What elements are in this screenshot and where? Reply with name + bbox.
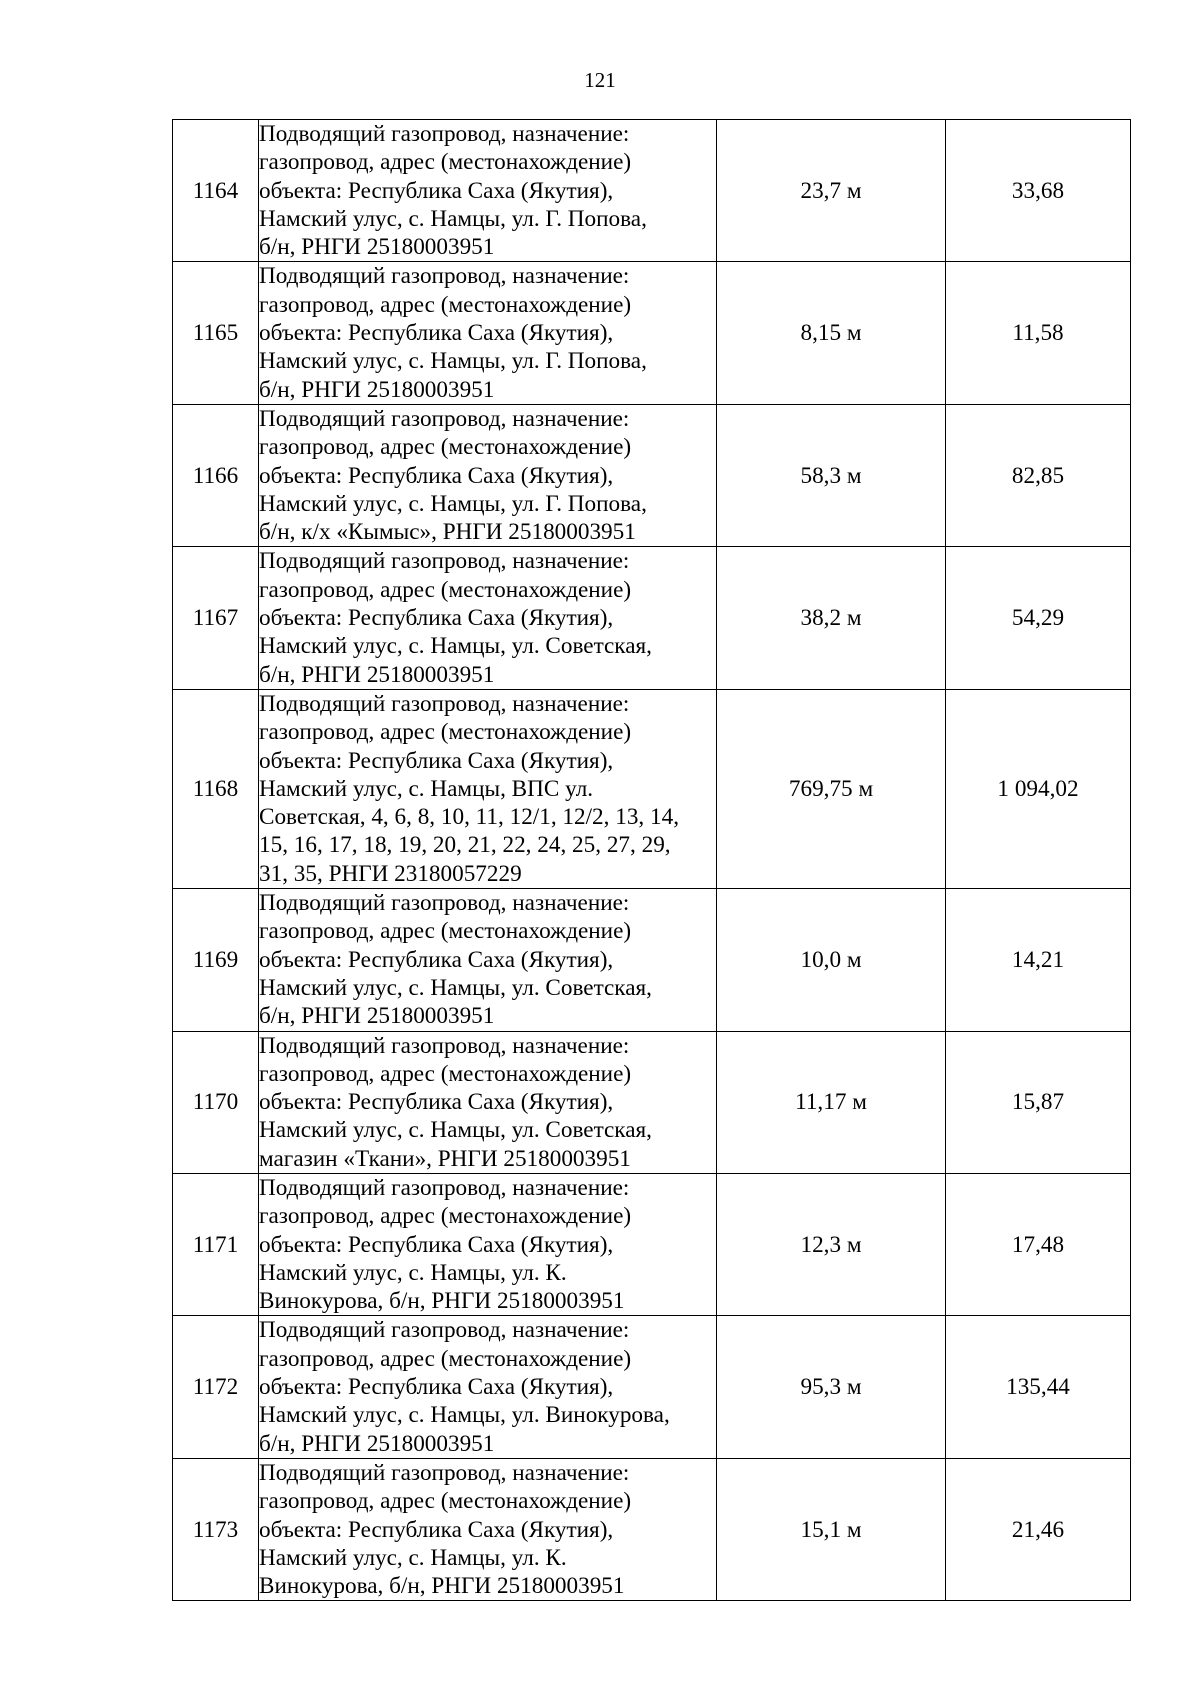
- value-cell: 21,46: [946, 1458, 1131, 1600]
- description-line: Подводящий газопровод, назначение:: [259, 548, 630, 575]
- table-row: [173, 262, 1131, 404]
- description-line: объекта: Республика Саха (Якутия),: [259, 1089, 614, 1116]
- description-line: Подводящий газопровод, назначение:: [259, 405, 630, 432]
- page-number: 121: [584, 68, 616, 92]
- description-line: Намский улус, с. Намцы, ул. К.: [259, 1259, 567, 1286]
- description-line: Намский улус, с. Намцы, ул. Г. Попова,: [259, 348, 647, 375]
- value-cell: 33,68: [946, 120, 1131, 262]
- value-cell: 1 094,02: [946, 689, 1131, 888]
- description-line: объекта: Республика Саха (Якутия),: [259, 1516, 614, 1543]
- description-line: б/н, к/х «Кымыс», РНГИ 25180003951: [259, 519, 636, 546]
- registry-table: [172, 119, 1131, 1601]
- description-line: газопровод, адрес (местонахождение): [259, 149, 632, 176]
- description-line: объекта: Республика Саха (Якутия),: [259, 605, 614, 632]
- description-line: газопровод, адрес (местонахождение): [259, 1488, 632, 1515]
- description-line: б/н, РНГИ 25180003951: [259, 376, 495, 403]
- object-description-cell: [259, 262, 717, 404]
- table-row: [173, 1031, 1131, 1173]
- description-line: газопровод, адрес (местонахождение): [259, 291, 632, 318]
- object-description-cell: [259, 689, 717, 888]
- description-line: Подводящий газопровод, назначение:: [259, 121, 630, 147]
- length-cell: 11,17 м: [717, 1031, 946, 1173]
- description-line: газопровод, адрес (местонахождение): [259, 434, 632, 461]
- table-row: [173, 889, 1131, 1031]
- description-line: газопровод, адрес (местонахождение): [259, 918, 632, 945]
- description-line: Намский улус, с. Намцы, ул. Советская,: [259, 1117, 652, 1144]
- row-number-cell: 1169: [173, 889, 259, 1031]
- row-number-cell: 1164: [173, 120, 259, 262]
- object-description-cell: [259, 547, 717, 689]
- object-description-cell: [259, 120, 717, 262]
- value-cell: 135,44: [946, 1316, 1131, 1458]
- description-line: объекта: Республика Саха (Якутия),: [259, 177, 614, 204]
- description-line: объекта: Республика Саха (Якутия),: [259, 320, 614, 347]
- row-number-cell: 1170: [173, 1031, 259, 1173]
- description-line: газопровод, адрес (местонахождение): [259, 719, 632, 746]
- description-line: 15, 16, 17, 18, 19, 20, 21, 22, 24, 25, 27, 29,: [259, 832, 671, 859]
- description-line: объекта: Республика Саха (Якутия),: [259, 747, 614, 774]
- description-line: газопровод, адрес (местонахождение): [259, 576, 632, 603]
- table-row: [173, 120, 1131, 262]
- object-description-cell: [259, 1458, 717, 1600]
- row-number-cell: 1165: [173, 262, 259, 404]
- length-cell: 15,1 м: [717, 1458, 946, 1600]
- description-line: Намский улус, с. Намцы, ул. Советская,: [259, 633, 652, 660]
- length-cell: 58,3 м: [717, 404, 946, 546]
- description-line: б/н, РНГИ 25180003951: [259, 1003, 495, 1030]
- description-line: Подводящий газопровод, назначение:: [259, 263, 630, 290]
- description-line: 31, 35, РНГИ 23180057229: [259, 860, 522, 887]
- description-line: объекта: Республика Саха (Якутия),: [259, 1374, 614, 1401]
- row-number-cell: 1171: [173, 1173, 259, 1315]
- length-cell: 10,0 м: [717, 889, 946, 1031]
- description-line: объекта: Республика Саха (Якутия),: [259, 946, 614, 973]
- value-cell: 11,58: [946, 262, 1131, 404]
- row-number-cell: 1166: [173, 404, 259, 546]
- description-line: б/н, РНГИ 25180003951: [259, 234, 495, 261]
- description-line: газопровод, адрес (местонахождение): [259, 1203, 632, 1230]
- registry-table-body: [173, 120, 1131, 1601]
- length-cell: 23,7 м: [717, 120, 946, 262]
- description-line: Намский улус, с. Намцы, ул. Г. Попова,: [259, 490, 647, 517]
- length-cell: 769,75 м: [717, 689, 946, 888]
- row-number-cell: 1173: [173, 1458, 259, 1600]
- description-line: Подводящий газопровод, назначение:: [259, 1032, 630, 1059]
- value-cell: 17,48: [946, 1173, 1131, 1315]
- description-line: Намский улус, с. Намцы, ВПС ул.: [259, 775, 594, 802]
- table-row: [173, 689, 1131, 888]
- object-description-cell: [259, 1173, 717, 1315]
- table-row: [173, 1173, 1131, 1315]
- object-description-cell: [259, 889, 717, 1031]
- table-row: [173, 1316, 1131, 1458]
- description-line: Подводящий газопровод, назначение:: [259, 890, 630, 917]
- value-cell: 15,87: [946, 1031, 1131, 1173]
- description-line: газопровод, адрес (местонахождение): [259, 1345, 632, 1372]
- description-line: Подводящий газопровод, назначение:: [259, 1317, 630, 1344]
- description-line: Намский улус, с. Намцы, ул. Г. Попова,: [259, 205, 647, 232]
- value-cell: 82,85: [946, 404, 1131, 546]
- description-line: б/н, РНГИ 25180003951: [259, 661, 495, 688]
- row-number-cell: 1172: [173, 1316, 259, 1458]
- description-line: Подводящий газопровод, назначение:: [259, 690, 630, 717]
- row-number-cell: 1167: [173, 547, 259, 689]
- description-line: объекта: Республика Саха (Якутия),: [259, 1231, 614, 1258]
- description-line: Намский улус, с. Намцы, ул. К.: [259, 1544, 567, 1571]
- description-line: Подводящий газопровод, назначение:: [259, 1459, 630, 1486]
- object-description-cell: [259, 1316, 717, 1458]
- length-cell: 12,3 м: [717, 1173, 946, 1315]
- value-cell: 54,29: [946, 547, 1131, 689]
- description-line: Намский улус, с. Намцы, ул. Винокурова,: [259, 1402, 670, 1429]
- description-line: магазин «Ткани», РНГИ 25180003951: [259, 1145, 631, 1172]
- description-line: Советская, 4, 6, 8, 10, 11, 12/1, 12/2, 13, 14,: [259, 804, 680, 831]
- table-row: [173, 547, 1131, 689]
- length-cell: 8,15 м: [717, 262, 946, 404]
- description-line: Подводящий газопровод, назначение:: [259, 1174, 630, 1201]
- description-line: Намский улус, с. Намцы, ул. Советская,: [259, 974, 652, 1001]
- row-number-cell: 1168: [173, 689, 259, 888]
- object-description-cell: [259, 1031, 717, 1173]
- value-cell: 14,21: [946, 889, 1131, 1031]
- description-line: Винокурова, б/н, РНГИ 25180003951: [259, 1288, 625, 1315]
- description-line: Винокурова, б/н, РНГИ 25180003951: [259, 1573, 625, 1600]
- table-row: [173, 404, 1131, 546]
- description-line: газопровод, адрес (местонахождение): [259, 1060, 632, 1087]
- length-cell: 95,3 м: [717, 1316, 946, 1458]
- description-line: объекта: Республика Саха (Якутия),: [259, 462, 614, 489]
- object-description-cell: [259, 404, 717, 546]
- description-line: б/н, РНГИ 25180003951: [259, 1430, 495, 1457]
- table-row: [173, 1458, 1131, 1600]
- length-cell: 38,2 м: [717, 547, 946, 689]
